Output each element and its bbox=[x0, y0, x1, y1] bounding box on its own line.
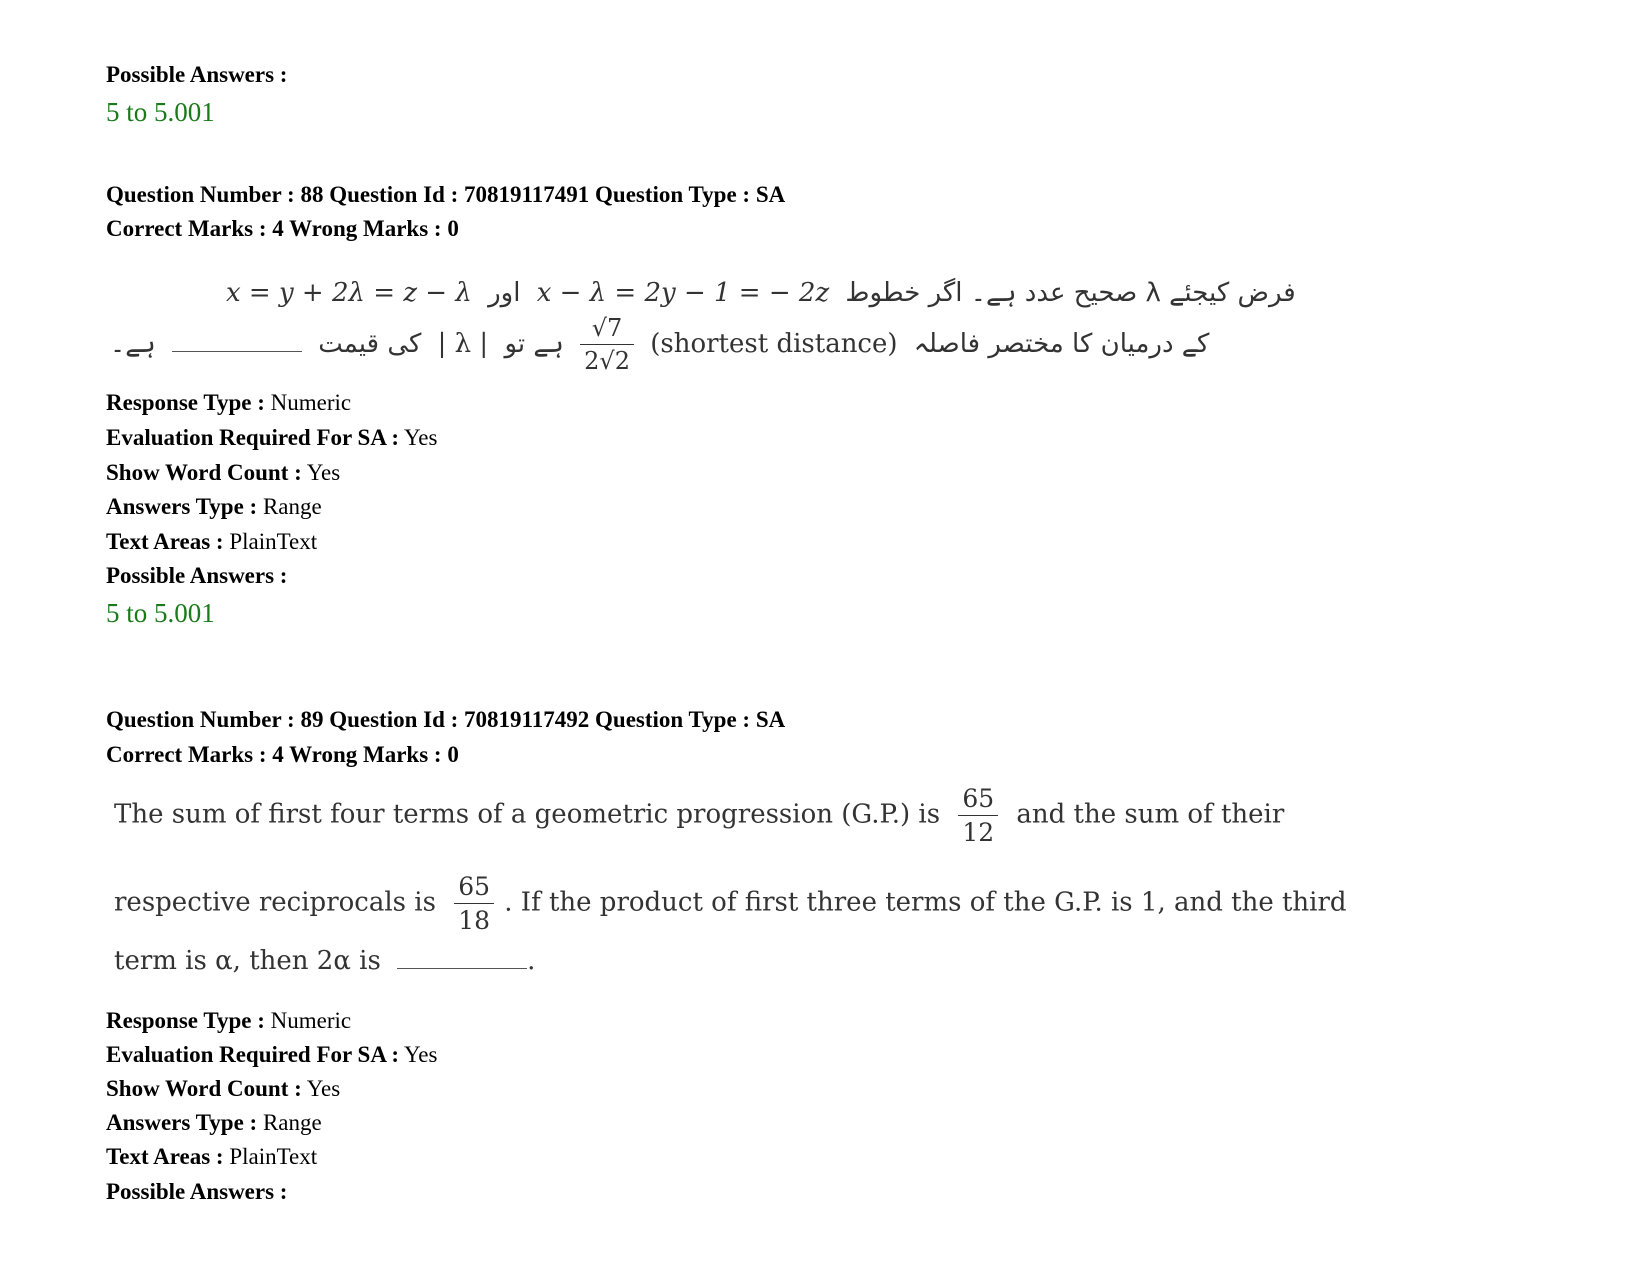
response-type-value: Numeric bbox=[270, 390, 352, 415]
response-type-label: Response Type : bbox=[106, 1008, 265, 1033]
q89-fraction-1-numerator: 65 bbox=[958, 784, 998, 816]
q88-urdu-text-1: فرض کیجئے λ صحیح عدد ہے۔ اگر خطوط bbox=[845, 278, 1296, 308]
q89-fraction-2-numerator: 65 bbox=[454, 872, 494, 904]
answers-type-value: Range bbox=[262, 1110, 322, 1135]
q88-urdu-then: ہے تو bbox=[504, 329, 564, 359]
q88-equation-1: x = y + 2λ = z − λ bbox=[226, 278, 472, 308]
q89-line1 bbox=[114, 784, 1284, 847]
q88-abs-lambda: | λ | bbox=[437, 329, 489, 359]
text-areas-label: Text Areas : bbox=[106, 1144, 224, 1169]
word-count-value: Yes bbox=[306, 1076, 341, 1101]
q89-fraction-1-denominator: 12 bbox=[962, 818, 995, 847]
answers-type-label: Answers Type : bbox=[106, 494, 258, 519]
q88-answer-blank bbox=[172, 351, 302, 352]
text-areas-value: PlainText bbox=[229, 1144, 318, 1169]
q88-line2 bbox=[110, 314, 1209, 375]
q88-possible-answers-label: Possible Answers : bbox=[106, 563, 288, 588]
evaluation-label: Evaluation Required For SA : bbox=[106, 1042, 400, 1067]
q88-shortest-distance: (shortest distance) bbox=[650, 329, 898, 359]
q88-and-word: اور bbox=[488, 278, 521, 308]
q88-show-word-count bbox=[106, 458, 340, 488]
q88-text-areas bbox=[106, 527, 317, 557]
q89-line2-text-a: respective reciprocals is bbox=[114, 887, 436, 918]
q88-marks: Correct Marks : 4 Wrong Marks : 0 bbox=[106, 216, 459, 241]
q88-evaluation-required bbox=[106, 423, 437, 453]
q88-possible-answers-value: 5 to 5.001 bbox=[106, 598, 215, 628]
q89-marks: Correct Marks : 4 Wrong Marks : 0 bbox=[106, 742, 459, 767]
q89-fraction-2-denominator: 18 bbox=[458, 906, 490, 935]
evaluation-value: Yes bbox=[404, 425, 438, 450]
q89-evaluation-required bbox=[106, 1040, 437, 1070]
q88-fraction bbox=[580, 314, 634, 375]
text-areas-value: PlainText bbox=[229, 529, 318, 554]
text-areas-label: Text Areas : bbox=[106, 529, 224, 554]
q89-fraction-2 bbox=[454, 872, 494, 935]
word-count-label: Show Word Count : bbox=[106, 1076, 302, 1101]
q88-fraction-denominator: 2√2 bbox=[584, 347, 630, 375]
q89-header: Question Number : 89 Question Id : 70819117492 Question Type : SA bbox=[106, 707, 786, 732]
q88-answers-type bbox=[106, 492, 322, 522]
q89-line2-text-b: . If the product of first three terms of the G.P. is 1, and the third bbox=[504, 887, 1347, 918]
q89-fraction-1 bbox=[958, 784, 998, 847]
q88-response-type bbox=[106, 388, 351, 418]
q88-urdu-text-2: کے درمیان کا مختصر فاصلہ bbox=[913, 329, 1210, 359]
q88-question-image bbox=[110, 268, 1296, 408]
q88-line1 bbox=[226, 278, 1296, 308]
q89-show-word-count bbox=[106, 1074, 340, 1104]
possible-answers-label: Possible Answers : bbox=[106, 62, 288, 87]
evaluation-value: Yes bbox=[404, 1042, 438, 1067]
q88-fraction-numerator: √7 bbox=[580, 314, 634, 345]
q88-header: Question Number : 88 Question Id : 70819117491 Question Type : SA bbox=[106, 182, 786, 207]
q88-urdu-value: کی قیمت bbox=[318, 329, 422, 359]
q89-possible-answers-label: Possible Answers : bbox=[106, 1179, 288, 1204]
q88-equation-2: x − λ = 2y − 1 = − 2z bbox=[536, 278, 830, 308]
q89-line1-text-a: The sum of first four terms of a geometric progression (G.P.) is bbox=[114, 799, 941, 830]
q89-line3-text: term is α, then 2α is bbox=[114, 946, 381, 976]
answers-type-value: Range bbox=[262, 494, 322, 519]
word-count-value: Yes bbox=[306, 460, 341, 485]
response-type-value: Numeric bbox=[270, 1008, 352, 1033]
q88-urdu-end: ہے۔ bbox=[110, 329, 156, 359]
q89-text-areas bbox=[106, 1142, 317, 1172]
q89-line3-period: . bbox=[527, 946, 536, 976]
q89-answer-blank bbox=[397, 968, 527, 969]
q89-line1-text-b: and the sum of their bbox=[1016, 799, 1285, 830]
q89-response-type bbox=[106, 1006, 351, 1036]
answers-type-label: Answers Type : bbox=[106, 1110, 258, 1135]
evaluation-label: Evaluation Required For SA : bbox=[106, 425, 400, 450]
response-type-label: Response Type : bbox=[106, 390, 265, 415]
q89-line3 bbox=[114, 946, 535, 976]
q89-line2 bbox=[114, 872, 1347, 935]
q89-answers-type bbox=[106, 1108, 322, 1138]
word-count-label: Show Word Count : bbox=[106, 460, 302, 485]
possible-answers-value: 5 to 5.001 bbox=[106, 97, 215, 127]
